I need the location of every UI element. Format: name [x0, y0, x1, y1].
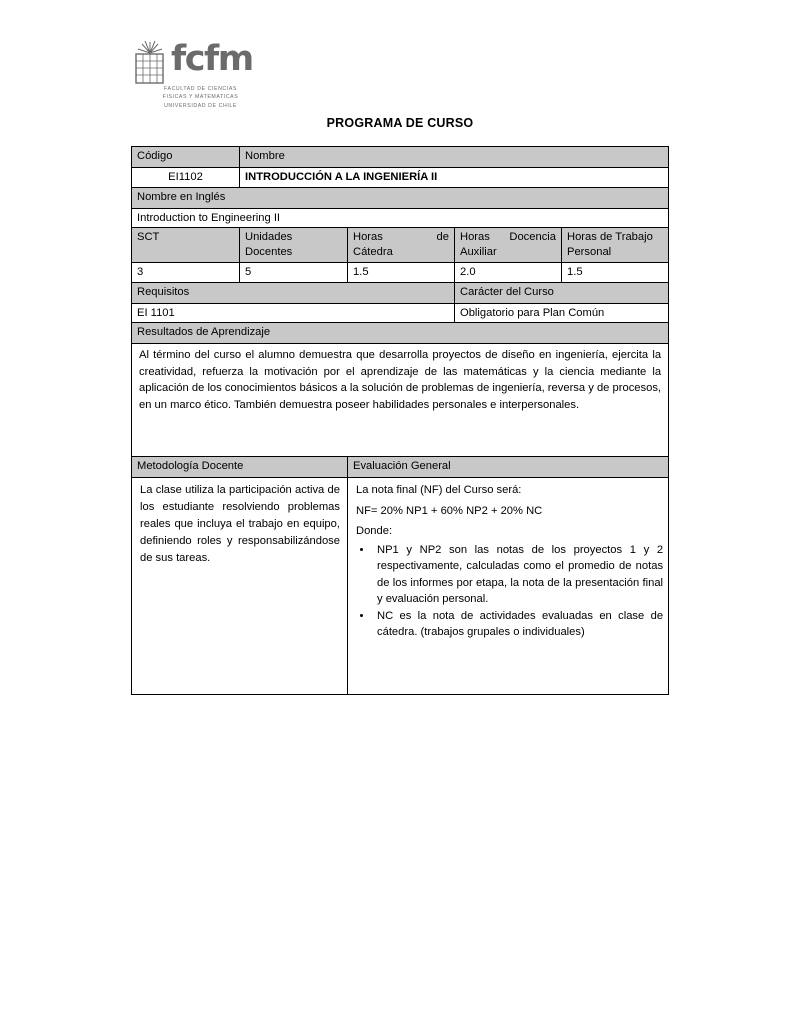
- unidades-docentes-value-cell: 5: [240, 263, 348, 283]
- horas-docencia-auxiliar-label-2: Docencia: [509, 231, 556, 243]
- metodologia-header-cell: Metodología Docente: [132, 457, 348, 478]
- sct-value-cell: 3: [132, 263, 240, 283]
- table-row-requisitos-value: [132, 303, 669, 323]
- evaluacion-line-1: La nota final (NF) del Curso será:: [356, 484, 522, 496]
- table-row-hours-values: [132, 263, 669, 283]
- horas-catedra-label-right: de: [436, 231, 449, 243]
- faculty-logo: [133, 40, 268, 109]
- horas-trabajo-personal-label-1: Horas de Trabajo: [567, 231, 653, 243]
- horas-trabajo-personal-header-cell: [562, 228, 669, 263]
- nombre-ingles-value-cell: Introduction to Engineering II: [132, 208, 669, 228]
- table-row-nombre-ingles-header: [132, 187, 669, 208]
- table-row-metodologia-evaluacion-value: [132, 478, 669, 695]
- logo-subtitle-line-2: FISICAS Y MATEMATICAS: [162, 94, 239, 101]
- table-row-metodologia-evaluacion-header: [132, 457, 669, 478]
- horas-docencia-auxiliar-label-3: Auxiliar: [460, 245, 497, 258]
- unidades-docentes-header-cell: [240, 228, 348, 263]
- table-row-requisitos-header: [132, 282, 669, 303]
- metodologia-value-cell: [132, 478, 348, 695]
- horas-catedra-value-cell: 1.5: [348, 263, 455, 283]
- caracter-value-cell: Obligatorio para Plan Común: [455, 303, 669, 323]
- table-row-codigo-header: [132, 147, 669, 168]
- codigo-header-cell: Código: [132, 147, 240, 168]
- nombre-header-cell: Nombre: [240, 147, 669, 168]
- horas-catedra-label-left: Horas: [353, 231, 383, 243]
- nombre-value-cell: INTRODUCCIÓN A LA INGENIERÍA II: [240, 168, 669, 188]
- horas-trabajo-personal-value-cell: 1.5: [562, 263, 669, 283]
- evaluacion-bullet-list: [353, 542, 663, 641]
- course-program-table: [131, 146, 669, 695]
- unidades-docentes-label-line-1: Unidades Docentes: [245, 231, 293, 258]
- table-row-nombre-ingles-value: [132, 208, 669, 228]
- resultados-value-cell: [132, 344, 669, 457]
- logo-subtitle-line-1: FACULTAD DE CIENCIAS: [164, 86, 237, 92]
- caracter-header-cell: Carácter del Curso: [455, 282, 669, 303]
- table-row-resultados-header: [132, 323, 669, 344]
- horas-catedra-header-cell: [348, 228, 455, 263]
- horas-catedra-label-line-2: Cátedra: [353, 245, 393, 258]
- metodologia-text: La clase utiliza la participación activa de los estudiante resolviendo problemas reales que incluya el trabajo en equipo, definiendo roles y responsabilizándose de sus tareas.: [140, 484, 340, 564]
- list-item: • NP1 y NP2 son las notas de los proyectos 1 y 2 respectivamente, calculadas como el promedio de notas de los informes por etapa, la nota de la presentación final y evaluación personal.: [373, 542, 663, 608]
- logo-wordmark: fcfm: [171, 39, 253, 79]
- evaluacion-line-2: NF= 20% NP1 + 60% NP2 + 20% NC: [356, 504, 543, 517]
- logo-subtitle-line-3: UNIVERSIDAD DE CHILE: [164, 102, 237, 109]
- horas-trabajo-personal-label-2: Personal: [567, 245, 612, 258]
- page-title: PROGRAMA DE CURSO: [326, 116, 474, 130]
- evaluacion-header-cell: Evaluación General: [348, 457, 669, 478]
- table-row-hours-headers: [132, 228, 669, 263]
- codigo-value-cell: EI1102: [132, 168, 240, 188]
- horas-docencia-auxiliar-label-1: Horas: [460, 231, 490, 243]
- horas-docencia-auxiliar-value-cell: 2.0: [455, 263, 562, 283]
- list-item: • NC es la nota de actividades evaluadas en clase de cátedra. (trabajos grupales o individuales): [373, 608, 663, 641]
- sct-header-cell: SCT: [132, 228, 240, 263]
- table-row-codigo-value: [132, 168, 669, 188]
- horas-docencia-auxiliar-header-cell: [455, 228, 562, 263]
- evaluacion-value-cell: [348, 478, 669, 695]
- table-row-resultados-value: [132, 344, 669, 457]
- nombre-ingles-header-cell: Nombre en Inglés: [132, 187, 669, 208]
- fcfm-emblem-icon: [133, 40, 167, 84]
- resultados-header-cell: Resultados de Aprendizaje: [132, 323, 669, 344]
- resultados-text: Al término del curso el alumno demuestra que desarrolla proyectos de diseño en ingeniería, ejercita la creatividad, refuerza la motivación por el aprendizaje de las matemáticas y la ciencia mediante la aplicación de los conocimientos básicos a la solución de problemas de ingeniería, reversa y de procesos, en un marco ético. También demuestra poseer habilidades personales e interpersonales.: [139, 349, 662, 411]
- evaluacion-line-3: Donde:: [356, 525, 393, 537]
- requisitos-header-cell: Requisitos: [132, 282, 455, 303]
- requisitos-value-cell: EI 1101: [132, 303, 455, 323]
